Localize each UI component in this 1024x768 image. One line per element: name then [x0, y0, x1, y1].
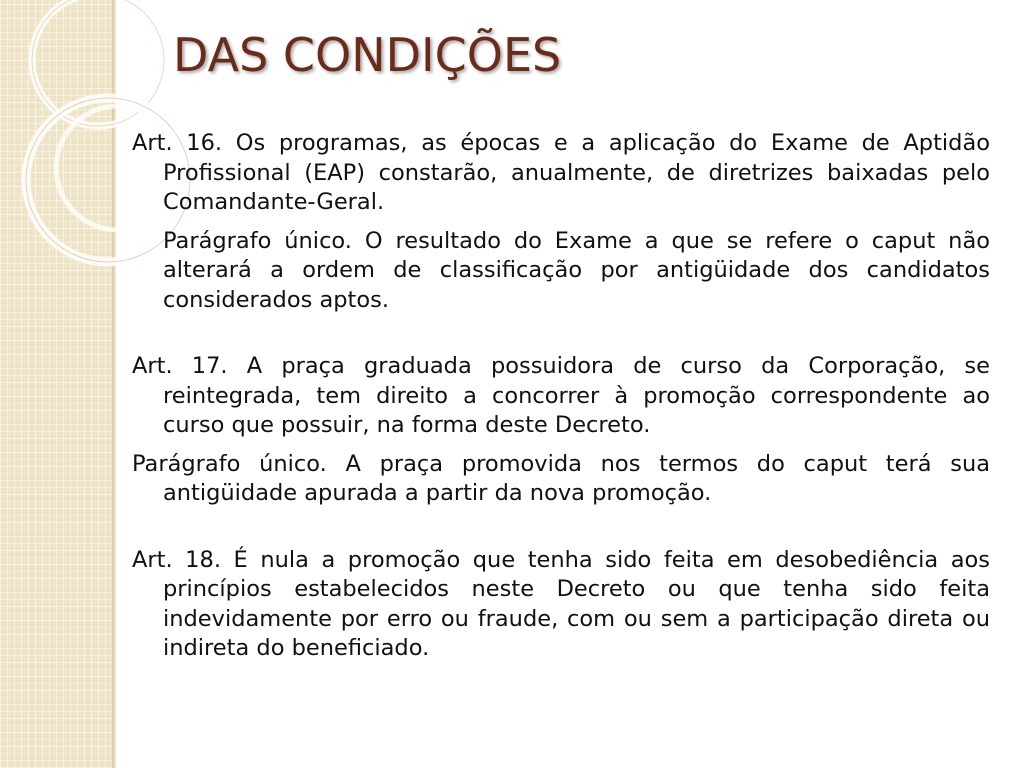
slide-body [132, 129, 990, 664]
article-17-sole-paragraph: Parágrafo único. A praça promovida nos termos do caput terá sua antigüidade apurada a partir da nova promoção. [132, 450, 990, 506]
slide-title: DAS CONDIÇÕES [173, 28, 562, 82]
spacer [132, 441, 990, 450]
spacer [132, 315, 990, 352]
article-16: Art. 16. Os programas, as épocas e a aplicação do Exame de Aptidão Profissional (EAP) constarão, anualmente, de diretrizes baixadas pelo Comandante-Geral. [132, 130, 990, 215]
spacer [132, 509, 990, 546]
article-17: Art. 17. A praça graduada possuidora de curso da Corporação, se reintegrada, tem direito a concorrer à promoção correspondente ao curso que possuir, na forma deste Decreto. [132, 353, 990, 438]
spacer [132, 218, 990, 227]
article-16-sole-paragraph: Parágrafo único. O resultado do Exame a que se refere o caput não alterará a ordem de classificação por antigüidade dos candidatos considerados aptos. [163, 227, 990, 313]
article-18: Art. 18. É nula a promoção que tenha sido feita em desobediência aos princípios estabelecidos neste Decreto ou que tenha sido feita indevidamente por erro ou fraude, com ou sem a participação direta ou indireta do beneficiado. [132, 546, 990, 661]
